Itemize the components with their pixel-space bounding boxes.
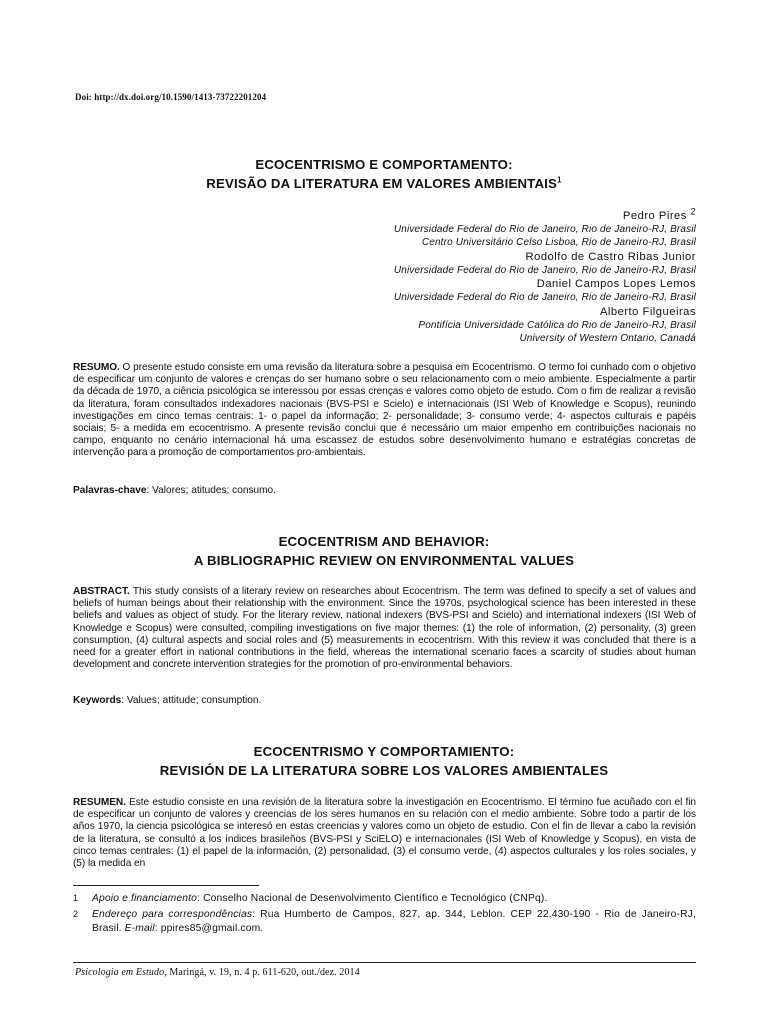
footnote-ref-1[interactable]: 1: [557, 175, 562, 185]
author-affiliation: Universidade Federal do Rio de Janeiro, Rio de Janeiro-RJ, Brasil: [393, 264, 696, 276]
author-affiliation: Centro Universitário Celso Lisboa, Rio de Janeiro-RJ, Brasil: [421, 237, 696, 249]
footnote-2-email[interactable]: : ppires85@gmail.com.: [154, 922, 264, 934]
abstract-en-text: This study consists of a literary review on researches about Ecocentrism. The term was defined to specify a set of values and beliefs of human beings about their relationship with the environment. Since the 1970s, psychological science has been interested in these beliefs and values as object of study. For the literary review, national indexers (BVS-PSI and Scielo) and international indexers (ISI Web of Knowledge e Scopus) were consulted, compiling investigations on five major themes: (1) the role of information, (2) personality, (3) green consumption, (4) cultural aspects and social roles and (5) measurements in ecocentrism. With this review it was concluded that there is a need for a greater effort in national contributions in the field, whereas the international scenario faces a scarcity of studies about human development and concrete intervention strategies for the promotion of pro-environmental behaviors.: [73, 586, 696, 671]
author-affiliation: Universidade Federal do Rio de Janeiro, Rio de Janeiro-RJ, Brasil: [393, 292, 696, 304]
title-es-line1: ECOCENTRISMO Y COMPORTAMIENTO:: [253, 744, 515, 759]
footnote-1-text: : Conselho Nacional de Desenvolvimento Científico e Tecnológico (CNPq).: [197, 893, 548, 904]
author-name: Daniel Campos Lopes Lemos: [536, 278, 696, 291]
footnote-1: [73, 892, 696, 906]
keywords-en-label: Keywords: [73, 695, 122, 706]
title-en-line2: A BIBLIOGRAPHIC REVIEW ON ENVIRONMENTAL VALUES: [193, 553, 575, 568]
author-affiliation: Universidade Federal do Rio de Janeiro, Rio de Janeiro-RJ, Brasil: [393, 224, 696, 235]
journal-details: , Maringá, v. 19, n. 4 p. 611-620, out./dez. 2014: [164, 967, 360, 978]
doi-link[interactable]: Doi: http://dx.doi.org/10.1590/1413-73722201204: [75, 92, 267, 102]
title-en: [72, 532, 696, 570]
keywords-pt: [73, 485, 276, 497]
footnote-2-label: Endereço para correspondências: [92, 909, 253, 920]
journal-name: Psicologia em Estudo: [75, 967, 165, 978]
abstract-en: [73, 586, 696, 671]
abstract-es: [73, 797, 696, 870]
footnote-1-label: Apoio e financiamento: [92, 893, 198, 904]
footnote-2-number: 2: [73, 909, 79, 919]
title-pt: [72, 155, 696, 193]
title-es-line2: REVISIÓN DE LA LITERATURA SOBRE LOS VALORES AMBIENTALES: [159, 763, 609, 778]
footnote-ref-2[interactable]: 2: [690, 206, 696, 217]
author-list: [196, 206, 696, 345]
title-en-line1: ECOCENTRISM AND BEHAVIOR:: [278, 534, 490, 549]
footnote-1-body: [92, 892, 696, 906]
title-pt-line2: [72, 174, 696, 193]
keywords-en-text: : Values; attitude; consumption.: [121, 695, 262, 706]
abstract-pt-text: O presente estudo consiste em uma revisão da literatura sobre a pesquisa em Ecocentrismo. O termo foi cunhado com o objetivo de especificar um conjunto de valores e crenças do ser humano sobre o seu relacionamento com o meio ambiente. Especialmente a partir da década de 1970, a ciência psicológica se interessou por essas crenças e valores como objeto de estudo. Com o fim de realizar a revisão da literatura, foram consultados indexadores nacionais (BVS-PSI e Scielo) e internacionais (ISI Web of Knowledge e Scopus), reunindo investigações em cinco temas centrais: 1- o papel da informação; 2- personalidade; 3- consumo verde; 4- aspectos culturais e papéis sociais; 5- a medida em ecocentrismo. A presente revisão conclui que é necessário um maior empenho em contribuições nacionais no campo, enquanto no cenário internacional há uma escassez de estudos sobre desenvolvimento humano e estratégias concretas de intervenção para a promoção de comportamentos pro-ambientais.: [73, 362, 696, 459]
title-es: [72, 742, 696, 780]
author-affiliation: University of Western Ontario, Canadá: [519, 333, 696, 345]
keywords-pt-text: : Valores; atitudes; consumo.: [146, 485, 276, 496]
footnote-2-body: [92, 908, 696, 935]
footnote-2-text: : Rua Humberto de Campos, 827, ap. 344, Leblon. CEP 22.430-190 - Rio de Janeiro-RJ, Brasil.: [92, 909, 696, 934]
author-name: [196, 206, 696, 223]
abstract-pt: [73, 362, 696, 460]
title-pt-line2-text: REVISÃO DA LITERATURA EM VALORES AMBIENTAIS: [206, 176, 558, 191]
footnote-divider: [73, 885, 259, 886]
keywords-pt-label: Palavras-chave: [73, 485, 147, 496]
abstract-pt-label: RESUMO.: [73, 362, 120, 373]
abstract-es-text: Este estudio consiste en una revisión de la literatura sobre la investigación en Ecocentrismo. El término fue acuñado con el fin de especificar un conjunto de valores y creencias de los seres humanos en su relación con el medio ambiente. Sobre todo a partir de los años 1970, la ciencia psicológica se interesó en estas creencias y valores como un objeto de estudio. Con el fin de llevar a cabo la revisión de la literatura, se consultó a los índices brasileños (BVS-PSI y SciELO) e internacionales (ISI Web of Knowledge y Scopus), en vista de cinco temas centrales: (1) el papel de la información, (2) personalidad, (3) el consumo verde, (4) aspectos culturales y los roles sociales, y (5) la medida en: [73, 797, 696, 870]
abstract-en-label: ABSTRACT.: [73, 586, 130, 597]
footnote-2: [73, 908, 696, 935]
author-name: Rodolfo de Castro Ribas Junior: [525, 250, 696, 263]
author-affiliation: Pontifícia Universidade Católica do Rio de Janeiro-RJ, Brasil: [418, 319, 696, 331]
author-name: Alberto Filgueiras: [599, 305, 696, 318]
title-pt-line1: ECOCENTRISMO E COMPORTAMENTO:: [255, 157, 513, 172]
footnote-1-number: 1: [73, 893, 79, 903]
journal-citation: [75, 967, 360, 978]
keywords-en: [73, 695, 261, 707]
abstract-es-label: RESUMEN.: [73, 797, 126, 808]
footer-divider: [73, 962, 696, 963]
footnote-2-email-label: E-mail: [124, 922, 155, 934]
author-name-text: Pedro Pires: [622, 210, 687, 222]
